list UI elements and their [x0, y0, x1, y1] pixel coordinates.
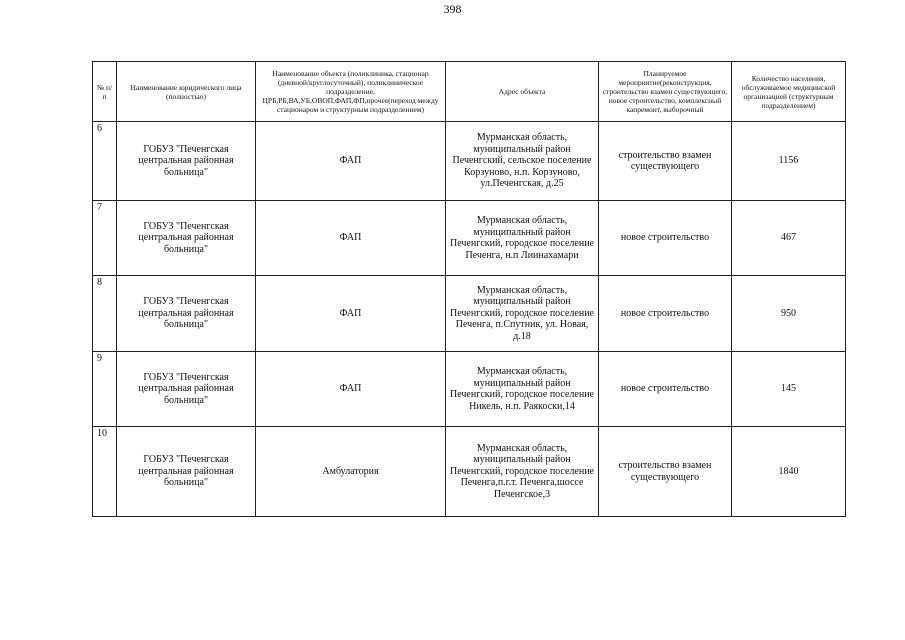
row-number: 9	[93, 352, 117, 427]
row-population: 1156	[732, 122, 846, 201]
header-population: Количество населения, обслуживаемое медицинской организацией (структурным подразделением)	[732, 62, 846, 122]
table-row	[93, 427, 846, 517]
facilities-table	[92, 61, 846, 517]
header-number: № п/п	[93, 62, 117, 122]
row-organization: ГОБУЗ "Печенгская центральная районная больница"	[117, 276, 256, 352]
row-object: ФАП	[256, 122, 446, 201]
row-organization: ГОБУЗ "Печенгская центральная районная больница"	[117, 427, 256, 517]
row-object: ФАП	[256, 276, 446, 352]
row-address: Мурманская область, муниципальный район Печенгский, городское поселение Печенга, п.Спутник, ул. Новая, д.18	[446, 276, 599, 352]
row-measure: новое строительство	[599, 201, 732, 276]
row-address: Мурманская область, муниципальный район Печенгский, городское поселение Никель, н.п. Раякоски,14	[446, 352, 599, 427]
table-row	[93, 201, 846, 276]
header-organization: Наименование юридического лица (полностью)	[117, 62, 256, 122]
row-population: 1840	[732, 427, 846, 517]
row-object: ФАП	[256, 201, 446, 276]
row-address: Мурманская область, муниципальный район Печенгский, городское поселение Печенга, н.п Лиинахамари	[446, 201, 599, 276]
row-measure: строительство взамен существующего	[599, 427, 732, 517]
row-measure: новое строительство	[599, 276, 732, 352]
row-measure: строительство взамен существующего	[599, 122, 732, 201]
row-object: Амбулатория	[256, 427, 446, 517]
row-population: 950	[732, 276, 846, 352]
row-population: 145	[732, 352, 846, 427]
table-row	[93, 122, 846, 201]
row-number: 7	[93, 201, 117, 276]
table-row	[93, 276, 846, 352]
row-address: Мурманская область, муниципальный район Печенгский, сельское поселение Корзуново, н.п. Корзуново, ул.Печенгская, д.25	[446, 122, 599, 201]
header-measure: Планируемое мероприятие(реконструкция, строительство взамен существующего, новое строительство, комплексный капремонт, выборочный	[599, 62, 732, 122]
row-object: ФАП	[256, 352, 446, 427]
row-organization: ГОБУЗ "Печенгская центральная районная больница"	[117, 352, 256, 427]
row-address: Мурманская область, муниципальный район Печенгский, городское поселение Печенга,п.г.т. Печенга,шоссе Печенгское,3	[446, 427, 599, 517]
row-number: 10	[93, 427, 117, 517]
row-organization: ГОБУЗ "Печенгская центральная районная больница"	[117, 122, 256, 201]
row-number: 8	[93, 276, 117, 352]
header-address: Адрес объекта	[446, 62, 599, 122]
row-number: 6	[93, 122, 117, 201]
table-header-row	[93, 62, 846, 122]
table-row	[93, 352, 846, 427]
page-number: 398	[443, 2, 462, 16]
header-object: Наименование объекта (поликлиника, стационар (дневной/круглосуточный), поликлиническое подразделение, ЦРБ,РБ,ВА,УБ,ОВОП,ФАП,ФП,прочее(переход между стационаром и структурным подразделением)	[256, 62, 446, 122]
row-measure: новое строительство	[599, 352, 732, 427]
row-organization: ГОБУЗ "Печенгская центральная районная больница"	[117, 201, 256, 276]
row-population: 467	[732, 201, 846, 276]
